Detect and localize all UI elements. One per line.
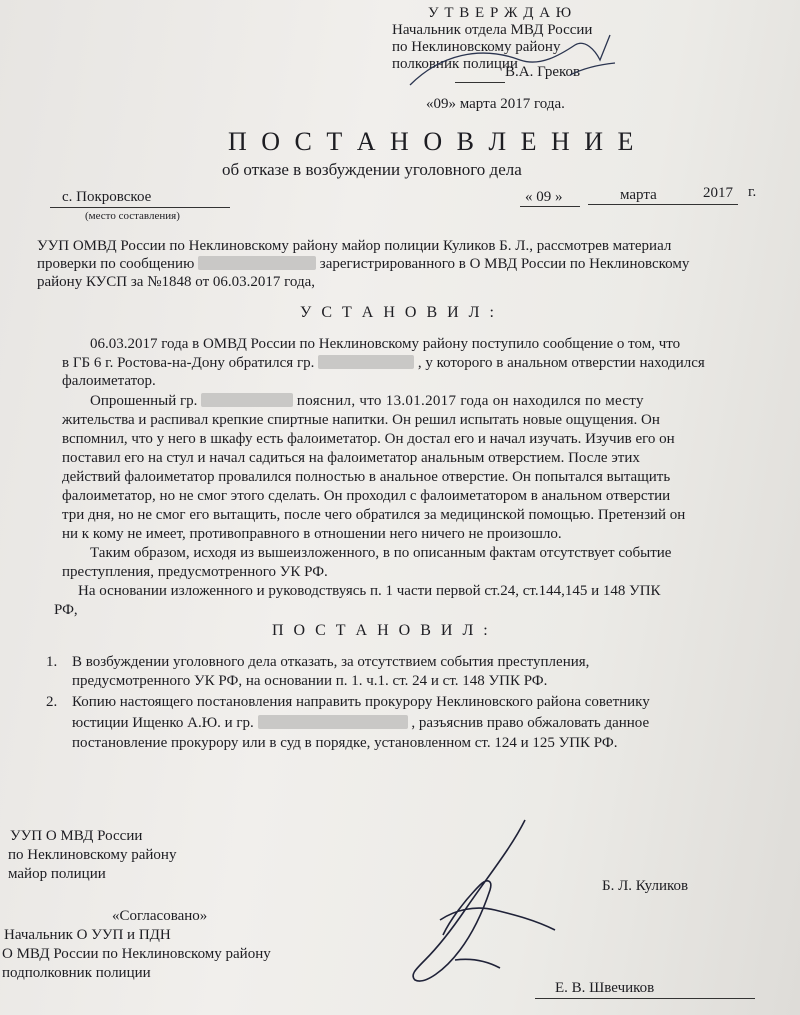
established-line-3: фалоиметатор. — [62, 373, 156, 389]
place-value: с. Покровское — [62, 189, 152, 205]
resolved-item-1b: предусмотренного УК РФ, на основании п. 1. ч.1. ст. 24 и ст. 148 УПК РФ. — [72, 673, 548, 689]
redacted-name — [318, 355, 414, 369]
signer-2-line — [535, 998, 755, 999]
approval-name: В.А. Греков — [505, 64, 581, 80]
intro-line-1: УУП ОМВД России по Неклиновскому району майор полиции Куликов Б. Л., рассмотрев материал — [37, 238, 672, 254]
established-line-13: преступления, предусмотренного УК РФ. — [62, 564, 328, 580]
approval-position-2: по Неклиновскому району — [392, 39, 561, 55]
signer-2-position-2: О МВД России по Неклиновскому району — [2, 946, 271, 962]
redacted-name — [198, 256, 316, 270]
approval-heading: У Т В Е Р Ж Д А Ю — [428, 5, 573, 21]
resolved-item-2b2: , разъяснив право обжаловать данное — [411, 715, 650, 731]
established-line-4 — [90, 393, 644, 410]
established-line-12: Таким образом, исходя из вышеизложенного, в по описанным фактам отсутствует событие — [90, 545, 672, 561]
resolved-number-1: 1. — [46, 654, 58, 670]
established-line-14: На основании изложенного и руководствуясь п. 1 части первой ст.24, ст.144,145 и 148 УПК — [78, 583, 661, 599]
date-day-line — [520, 206, 580, 207]
approval-sign-line — [455, 82, 505, 83]
intro-line-3: району КУСП за №1848 от 06.03.2017 года, — [37, 274, 316, 290]
resolved-heading: П О С Т А Н О В И Л : — [272, 622, 491, 639]
date-year-suffix: г. — [748, 184, 757, 200]
established-line-11: ни к кому не имеет, противоправного в отношении него ничего не произошло. — [62, 526, 562, 542]
established-line-15: РФ, — [54, 602, 78, 618]
established-line-8: действий фалоиметатор провалился полностью в анальное отверстие. Он попытался вытащить — [62, 469, 671, 485]
signer-1-position-2: по Неклиновскому району — [8, 847, 177, 863]
established-line-2a: в ГБ 6 г. Ростова-на-Дону обратился гр. — [62, 355, 315, 371]
redacted-name — [258, 715, 408, 729]
established-line-6: вспомнил, что у него в шкафу есть фалоиметатор. Он достал его и начал изучать. Изучив его он — [62, 431, 675, 447]
resolved-item-2c: постановление прокурору или в суд в порядке, установленном ст. 124 и 125 УПК РФ. — [72, 735, 618, 751]
place-caption: (место составления) — [85, 210, 180, 222]
signer-2-name: Е. В. Швечиков — [555, 980, 655, 996]
date-day: « 09 » — [525, 189, 563, 205]
approval-date: «09» марта 2017 года. — [426, 96, 565, 112]
date-month: марта — [620, 187, 657, 203]
signer-2-position-1: Начальник О УУП и ПДН — [4, 927, 171, 943]
signer-2-rank: подполковник полиции — [2, 965, 151, 981]
resolved-item-1a: В возбуждении уголовного дела отказать, за отсутствием события преступления, — [72, 654, 590, 670]
established-line-9: фалоиметатор, но не смог этого сделать. Он проходил с фалоиметатором в анальном отверстии — [62, 488, 671, 504]
established-heading: У С Т А Н О В И Л : — [300, 304, 497, 321]
document-subtitle: об отказе в возбуждении уголовного дела — [222, 160, 522, 179]
established-line-2 — [62, 355, 705, 372]
resolved-number-2: 2. — [46, 694, 58, 710]
place-line — [50, 207, 230, 208]
established-line-4a: Опрошенный гр. — [90, 393, 198, 409]
intro-line-2b: зарегистрированного в О МВД России по Неклиновскому — [319, 256, 690, 272]
agreed-label: «Согласовано» — [112, 908, 208, 924]
established-line-1: 06.03.2017 года в ОМВД России по Неклиновскому району поступило сообщение о том, что — [90, 336, 681, 352]
signature-kulikov — [395, 810, 575, 990]
established-line-5: жительства и распивал крепкие спиртные напитки. Он решил испытать новые ощущения. Он — [62, 412, 660, 428]
intro-line-2a: проверки по сообщению — [37, 256, 195, 272]
redacted-name — [201, 393, 293, 407]
resolved-item-2a: Копию настоящего постановления направить прокурору Неклиновского района советнику — [72, 694, 650, 710]
resolved-item-2b — [72, 715, 649, 732]
signer-1-position-1: УУП О МВД России — [10, 828, 143, 844]
signer-1-rank: майор полиции — [8, 866, 106, 882]
intro-line-2 — [37, 256, 689, 273]
approval-rank: полковник полиции — [392, 56, 518, 72]
date-year: 2017 — [703, 185, 733, 201]
established-line-10: три дня, но не смог его вытащить, после чего обратился за медицинской помощью. Претензий он — [62, 507, 686, 523]
signer-1-name: Б. Л. Куликов — [602, 878, 689, 894]
approval-position-1: Начальник отдела МВД России — [392, 22, 593, 38]
established-line-4b: пояснил, что 13.01.2017 года он находился по месту — [296, 393, 644, 409]
established-line-7: поставил его на стул и начал садиться на фалоиметатор анальным отверстием. После этих — [62, 450, 640, 466]
date-month-line — [588, 204, 738, 205]
document-title: П О С Т А Н О В Л Е Н И Е — [228, 127, 638, 156]
resolved-item-2b1: юстиции Ищенко А.Ю. и гр. — [72, 715, 254, 731]
established-line-2b: , у которого в анальном отверстии находился — [417, 355, 705, 371]
